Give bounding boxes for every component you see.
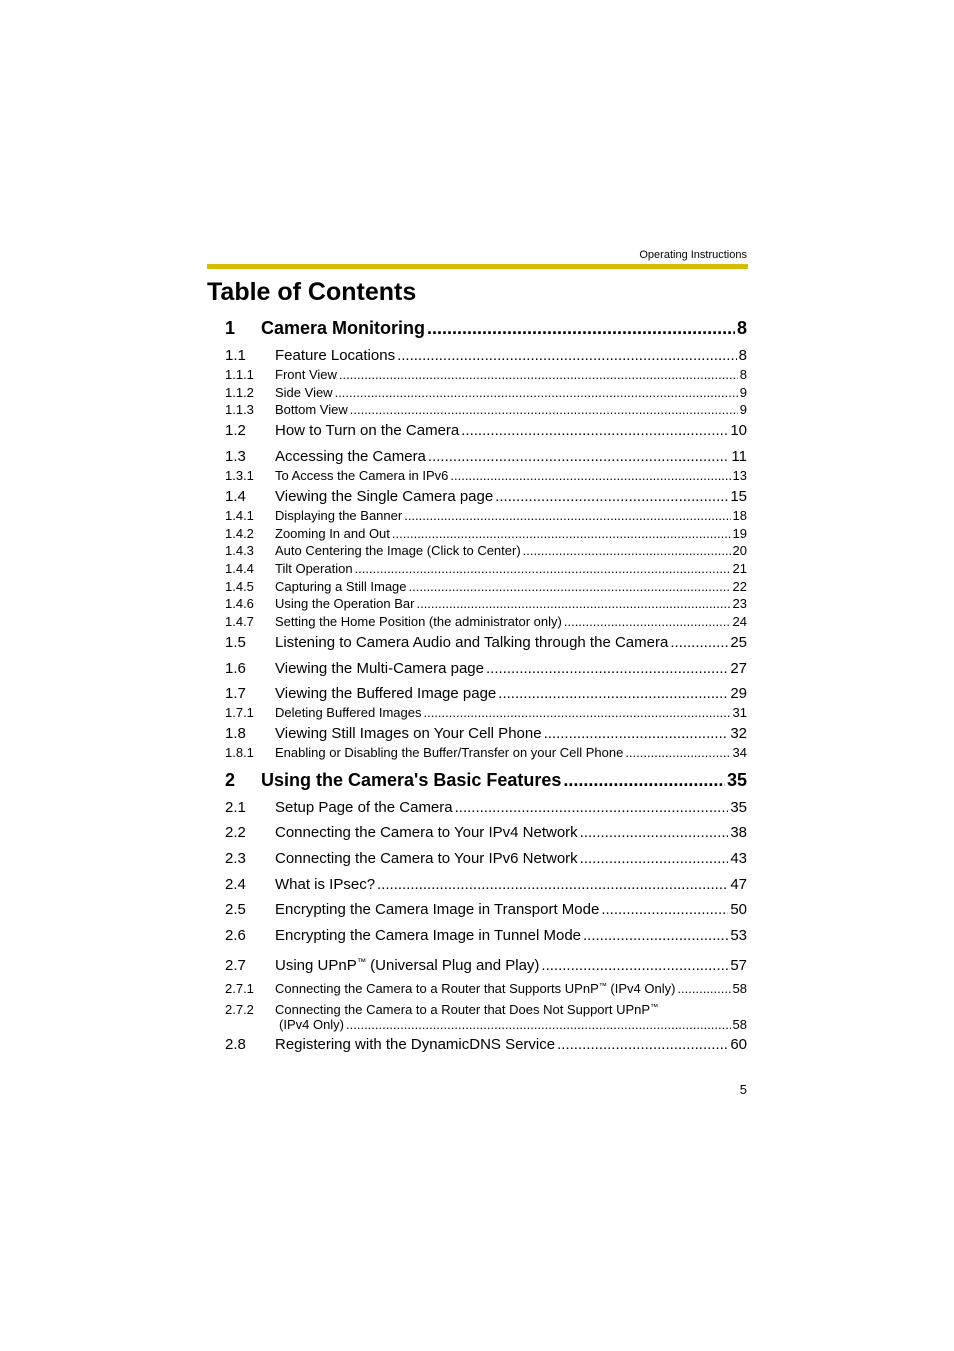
toc-entry-number: 1.4.7 — [225, 614, 254, 629]
toc-entry[interactable] — [225, 543, 747, 558]
toc-entry-title: (IPv4 Only) — [279, 1017, 345, 1032]
dot-leader — [335, 385, 738, 400]
toc-entry-page: 50 — [730, 901, 747, 918]
toc-entry[interactable] — [225, 1036, 747, 1053]
toc-entry-title: Setting the Home Position (the administrator only) — [275, 614, 562, 629]
toc-entry-number: 1.2 — [225, 422, 246, 439]
dot-leader — [625, 745, 730, 760]
toc-entry-title: Registering with the DynamicDNS Service — [275, 1036, 556, 1053]
toc-entry-title: Connecting the Camera to Your IPv6 Network — [275, 850, 578, 867]
toc-entry-title: Setup Page of the Camera — [275, 799, 453, 816]
toc-entry-title: Accessing the Camera — [275, 448, 426, 465]
toc-entry-page: 18 — [732, 508, 747, 523]
toc-entry-number: 2.6 — [225, 927, 246, 944]
toc-entry-title: Connecting the Camera to a Router that Does Not Support UPnP™ — [275, 1002, 659, 1017]
toc-entry-title: Capturing a Still Image — [275, 579, 407, 594]
dot-leader — [498, 685, 728, 702]
toc-entry-title: Using the Camera's Basic Features — [261, 770, 562, 790]
toc-entry[interactable] — [225, 685, 747, 702]
toc-entry[interactable] — [225, 385, 747, 400]
toc-entry-number: 2.1 — [225, 799, 246, 816]
toc-entry-title: Using UPnP™ (Universal Plug and Play) — [275, 956, 540, 974]
toc-entry-page: 31 — [732, 705, 747, 720]
toc-entry[interactable] — [225, 596, 747, 611]
toc-entry[interactable] — [225, 634, 747, 651]
dot-leader — [428, 448, 730, 465]
dot-leader — [563, 770, 725, 791]
toc-entry-page: 11 — [731, 448, 747, 465]
toc-entry-page: 32 — [730, 725, 747, 742]
toc-entry-page: 57 — [730, 957, 747, 974]
toc-entry-number: 2.3 — [225, 850, 246, 867]
toc-entry-number: 1.4.4 — [225, 561, 254, 576]
toc-entry-title: Viewing the Multi-Camera page — [275, 660, 484, 677]
toc-entry-title: How to Turn on the Camera — [275, 422, 460, 439]
toc-entry-title: Viewing the Single Camera page — [275, 488, 494, 505]
toc-entry[interactable] — [225, 402, 747, 417]
dot-leader — [404, 508, 730, 523]
dot-leader — [427, 318, 735, 339]
toc-entry-page: 23 — [732, 596, 747, 611]
trademark-symbol: ™ — [650, 1002, 659, 1012]
toc-entry-title: Deleting Buffered Images — [275, 705, 422, 720]
dot-leader — [355, 561, 731, 576]
toc-entry-number: 1.4.1 — [225, 508, 254, 523]
toc-entry[interactable] — [225, 422, 747, 439]
trademark-symbol: ™ — [598, 981, 607, 991]
dot-leader — [580, 850, 729, 867]
toc-entry[interactable] — [225, 725, 747, 742]
toc-entry-title: Side View — [275, 385, 333, 400]
toc-entry-number: 1.6 — [225, 660, 246, 677]
toc-entry[interactable] — [225, 927, 747, 944]
toc-entry-number: 1.7 — [225, 685, 246, 702]
toc-entry-title: Encrypting the Camera Image in Tunnel Mode — [275, 927, 581, 944]
toc-entry[interactable] — [225, 850, 747, 867]
toc-entry-number: 1.1.2 — [225, 385, 254, 400]
dot-leader — [455, 799, 729, 816]
toc-entry[interactable] — [225, 1002, 747, 1017]
dot-leader — [564, 614, 731, 629]
toc-entry-number: 1.1.3 — [225, 402, 254, 417]
toc-entry-page: 34 — [732, 745, 747, 760]
toc-entry[interactable] — [225, 526, 747, 541]
toc-entry-page: 22 — [732, 579, 747, 594]
toc-entry-number: 2 — [225, 770, 236, 790]
toc-entry-page: 19 — [732, 526, 747, 541]
toc-entry-number: 1.4.2 — [225, 526, 254, 541]
toc-entry-number: 2.2 — [225, 824, 246, 841]
toc-entry-title: Connecting the Camera to Your IPv4 Network — [275, 824, 578, 841]
toc-entry-number: 2.8 — [225, 1036, 246, 1053]
toc-entry-number: 1.3.1 — [225, 468, 254, 483]
dot-leader — [580, 824, 729, 841]
toc-entry-page: 43 — [730, 850, 747, 867]
toc-entry-number: 1.1.1 — [225, 367, 254, 382]
toc-entry-number: 1.4 — [225, 488, 246, 505]
toc-entry-page: 25 — [730, 634, 747, 651]
toc-entry-page: 60 — [730, 1036, 747, 1053]
toc-entry[interactable] — [225, 508, 747, 523]
toc-entry-page: 29 — [730, 685, 747, 702]
toc-entry[interactable] — [225, 799, 747, 816]
toc-entry-title: Zooming In and Out — [275, 526, 390, 541]
running-header: Operating Instructions — [639, 249, 747, 261]
toc-entry[interactable] — [225, 448, 747, 465]
toc-entry[interactable] — [225, 614, 747, 629]
dot-leader — [416, 596, 730, 611]
dot-leader — [392, 526, 731, 541]
dot-leader — [583, 927, 728, 944]
toc-entry[interactable] — [225, 824, 747, 841]
toc-entry-number: 2.5 — [225, 901, 246, 918]
toc-entry-title: Camera Monitoring — [261, 318, 426, 338]
toc-entry-page: 9 — [739, 402, 747, 417]
toc-entry-title: To Access the Camera in IPv6 — [275, 468, 449, 483]
toc-chapter-entry[interactable] — [225, 770, 747, 791]
dot-leader — [450, 468, 730, 483]
toc-entry-title: Displaying the Banner — [275, 508, 403, 523]
dot-leader — [495, 488, 728, 505]
page-title: Table of Contents — [207, 278, 417, 306]
toc-chapter-entry[interactable] — [225, 318, 747, 339]
toc-entry[interactable] — [225, 347, 747, 364]
dot-leader — [423, 705, 730, 720]
toc-entry-number: 1.7.1 — [225, 705, 254, 720]
toc-entry[interactable] — [225, 745, 747, 760]
toc-entry-page: 20 — [732, 543, 747, 558]
toc-entry-page: 15 — [730, 488, 747, 505]
toc-entry-title: Enabling or Disabling the Buffer/Transfer on your Cell Phone — [275, 745, 624, 760]
toc-entry[interactable] — [225, 367, 747, 382]
toc-entry[interactable] — [225, 488, 747, 505]
toc-entry[interactable] — [225, 957, 747, 974]
toc-entry-number: 1.3 — [225, 448, 246, 465]
toc-entry-number: 2.4 — [225, 876, 246, 893]
toc-entry-number: 1.4.3 — [225, 543, 254, 558]
toc-entry[interactable] — [225, 981, 747, 996]
toc-entry-number: 1 — [225, 318, 236, 338]
toc-entry-page: 27 — [730, 660, 747, 677]
toc-entry-page: 53 — [730, 927, 747, 944]
dot-leader — [377, 876, 728, 893]
toc-entry[interactable] — [225, 561, 747, 576]
dot-leader — [409, 579, 731, 594]
toc-entry-page: 24 — [732, 614, 747, 629]
toc-entry-page: 35 — [730, 799, 747, 816]
toc-entry-title: Using the Operation Bar — [275, 596, 415, 611]
dot-leader — [350, 402, 738, 417]
toc-entry[interactable] — [225, 660, 747, 677]
toc-entry-title: Bottom View — [275, 402, 348, 417]
toc-entry-page: 38 — [730, 824, 747, 841]
toc-entry-number: 1.4.5 — [225, 579, 254, 594]
toc-entry[interactable] — [225, 901, 747, 918]
toc-entry-title: Front View — [275, 367, 337, 382]
toc-entry-number: 1.1 — [225, 347, 246, 364]
toc-entry-title: Viewing the Buffered Image page — [275, 685, 497, 702]
toc-entry-page: 58 — [732, 1017, 747, 1032]
toc-entry-number: 1.8 — [225, 725, 246, 742]
toc-entry-title: Viewing Still Images on Your Cell Phone — [275, 725, 542, 742]
toc-entry[interactable] — [225, 705, 747, 720]
toc-entry-page: 9 — [739, 385, 747, 400]
toc-entry-page: 21 — [732, 561, 747, 576]
toc-entry-page: 10 — [730, 422, 747, 439]
toc-entry-title: Listening to Camera Audio and Talking through the Camera — [275, 634, 669, 651]
toc-entry-number: 1.4.6 — [225, 596, 254, 611]
toc-entry-page: 8 — [736, 318, 747, 338]
toc-entry[interactable] — [225, 876, 747, 893]
toc-entry-page: 8 — [739, 367, 747, 382]
dot-leader — [541, 957, 728, 974]
toc-entry-page: 47 — [730, 876, 747, 893]
dot-leader — [523, 543, 731, 558]
dot-leader — [346, 1017, 731, 1032]
dot-leader — [670, 634, 728, 651]
toc-entry-page: 8 — [738, 347, 747, 364]
dot-leader — [677, 981, 730, 996]
toc-entry-title: Tilt Operation — [275, 561, 353, 576]
dot-leader — [339, 367, 738, 382]
toc-entry-title: What is IPsec? — [275, 876, 376, 893]
toc-entry-number: 2.7 — [225, 957, 246, 974]
toc-entry-number: 1.8.1 — [225, 745, 254, 760]
page-number: 5 — [739, 1082, 747, 1097]
toc-entry-title: Connecting the Camera to a Router that Supports UPnP™ (IPv4 Only) — [275, 981, 676, 996]
toc-entry-page: 35 — [726, 770, 747, 790]
dot-leader — [557, 1036, 728, 1053]
dot-leader — [601, 901, 728, 918]
toc-entry-page: 13 — [732, 468, 747, 483]
toc-entry-title: Feature Locations — [275, 347, 396, 364]
toc-entry[interactable] — [225, 1017, 747, 1032]
trademark-symbol: ™ — [356, 956, 366, 967]
toc-entry-title: Auto Centering the Image (Click to Center) — [275, 543, 521, 558]
dot-leader — [544, 725, 729, 742]
dot-leader — [397, 347, 737, 364]
header-rule — [207, 264, 748, 269]
toc-entry[interactable] — [225, 468, 747, 483]
dot-leader — [486, 660, 728, 677]
dot-leader — [461, 422, 728, 439]
toc-entry-page: 58 — [732, 981, 747, 996]
toc-entry-number: 1.5 — [225, 634, 246, 651]
toc-entry-number: 2.7.2 — [225, 1002, 254, 1017]
toc-entry[interactable] — [225, 579, 747, 594]
toc-entry-title: Encrypting the Camera Image in Transport Mode — [275, 901, 600, 918]
toc-entry-number: 2.7.1 — [225, 981, 254, 996]
